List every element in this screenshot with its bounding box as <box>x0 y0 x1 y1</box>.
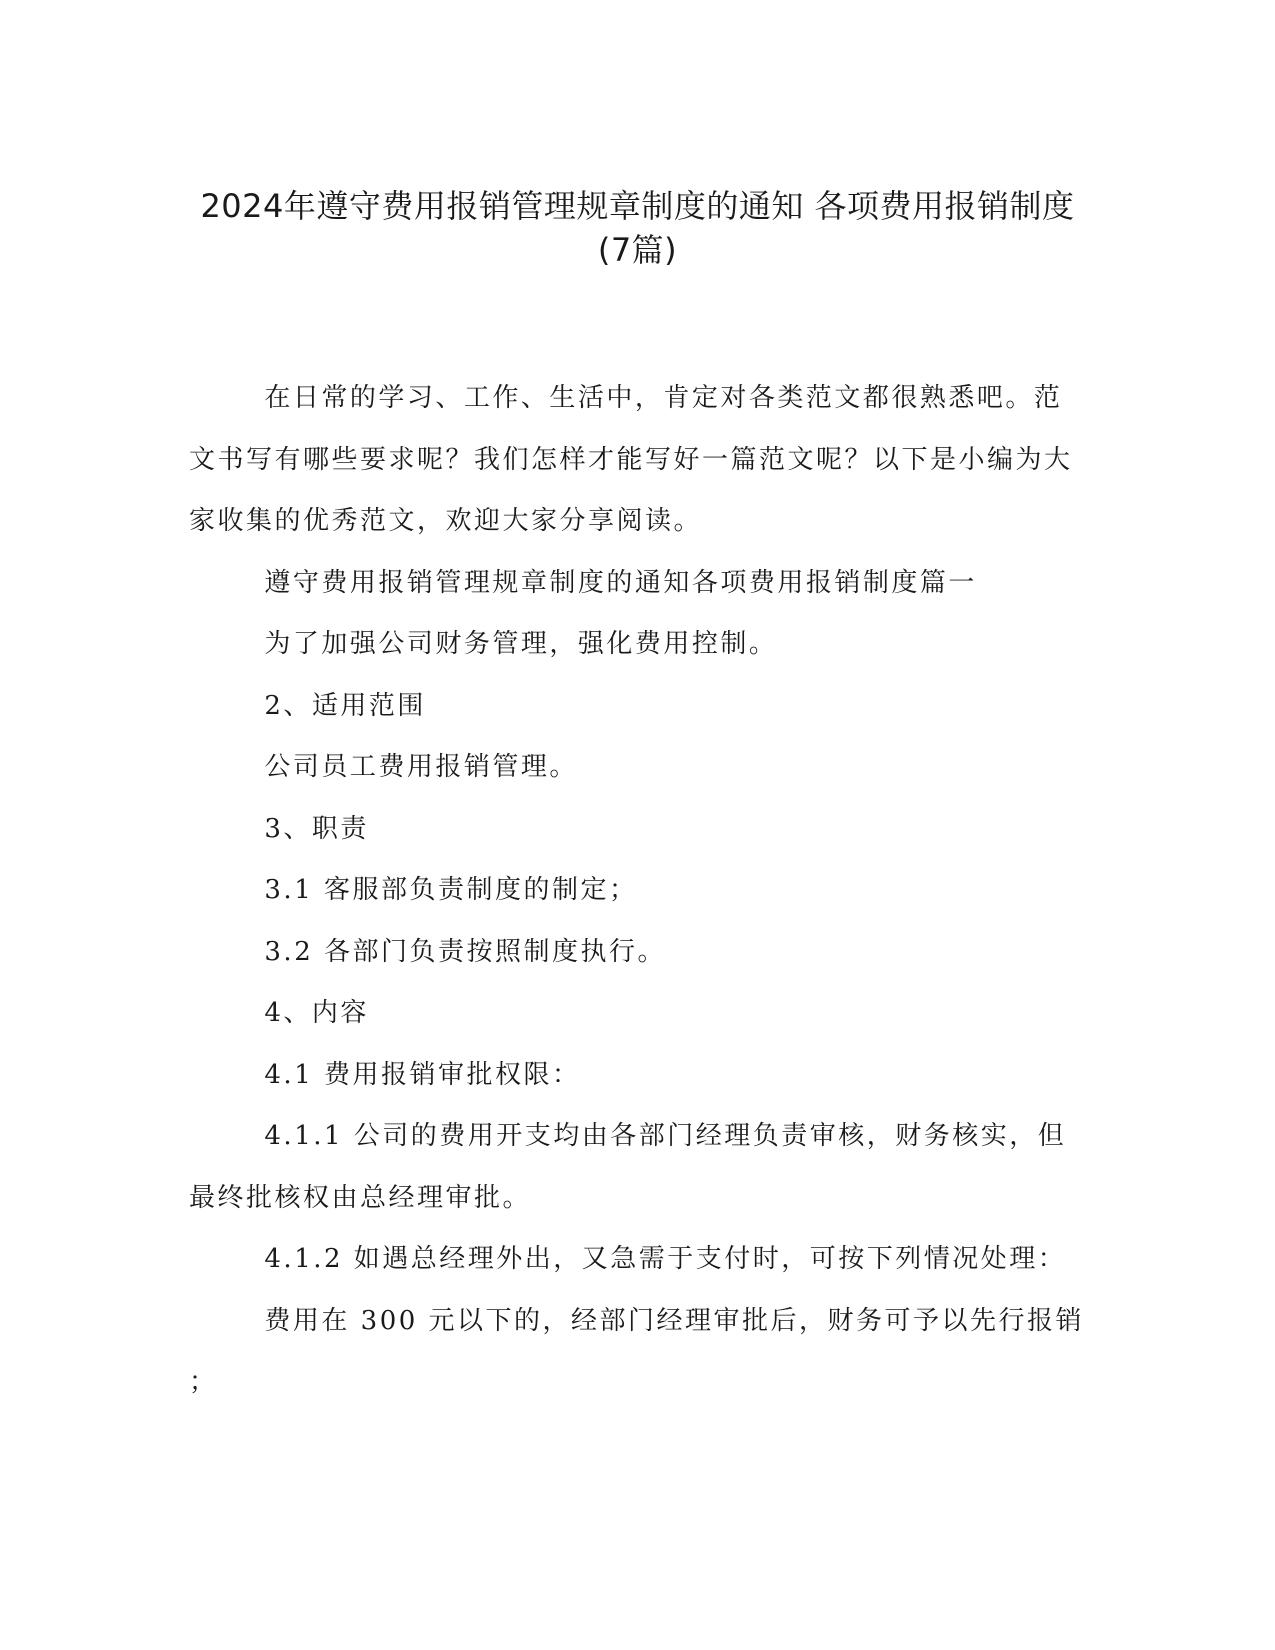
title-line-1: 2024年遵守费用报销管理规章制度的通知 各项费用报销制度 <box>200 187 1075 225</box>
clause-4-1-1: 4.1.1 公司的费用开支均由各部门经理负责审核，财务核实，但最终批核权由总经理审批。 <box>189 1121 1067 1213</box>
title-line-2: (7篇) <box>597 231 678 269</box>
section-heading: 遵守费用报销管理规章制度的通知各项费用报销制度篇一 <box>264 567 977 598</box>
duty-item-3-1: 3.1 客服部负责制度的制定； <box>264 875 638 905</box>
duty-item-3-2: 3.2 各部门负责按照制度执行。 <box>264 936 667 967</box>
document-body <box>189 368 1089 1414</box>
content-heading: 4、内容 <box>264 998 369 1028</box>
clause-4-1-2: 4.1.2 如遇总经理外出，又急需于支付时，可按下列情况处理： <box>264 1244 1067 1274</box>
document-title <box>170 184 1105 272</box>
intro-paragraph: 在日常的学习、工作、生活中，肯定对各类范文都很熟悉吧。范文书写有哪些要求呢？我们怎样才能写好一篇范文呢？以下是小编为大家收集的优秀范文，欢迎大家分享阅读。 <box>189 383 1073 536</box>
purpose-paragraph: 为了加强公司财务管理，强化费用控制。 <box>264 629 778 659</box>
approval-heading: 4.1 费用报销审批权限： <box>264 1059 581 1090</box>
scope-heading: 2、适用范围 <box>264 690 426 721</box>
duties-heading: 3、职责 <box>264 813 369 844</box>
trailing-semicolon: ； <box>189 1367 218 1397</box>
clause-300-yuan: 费用在 300 元以下的，经部门经理审批后，财务可予以先行报销 <box>264 1305 1085 1336</box>
scope-paragraph: 公司员工费用报销管理。 <box>264 752 578 782</box>
